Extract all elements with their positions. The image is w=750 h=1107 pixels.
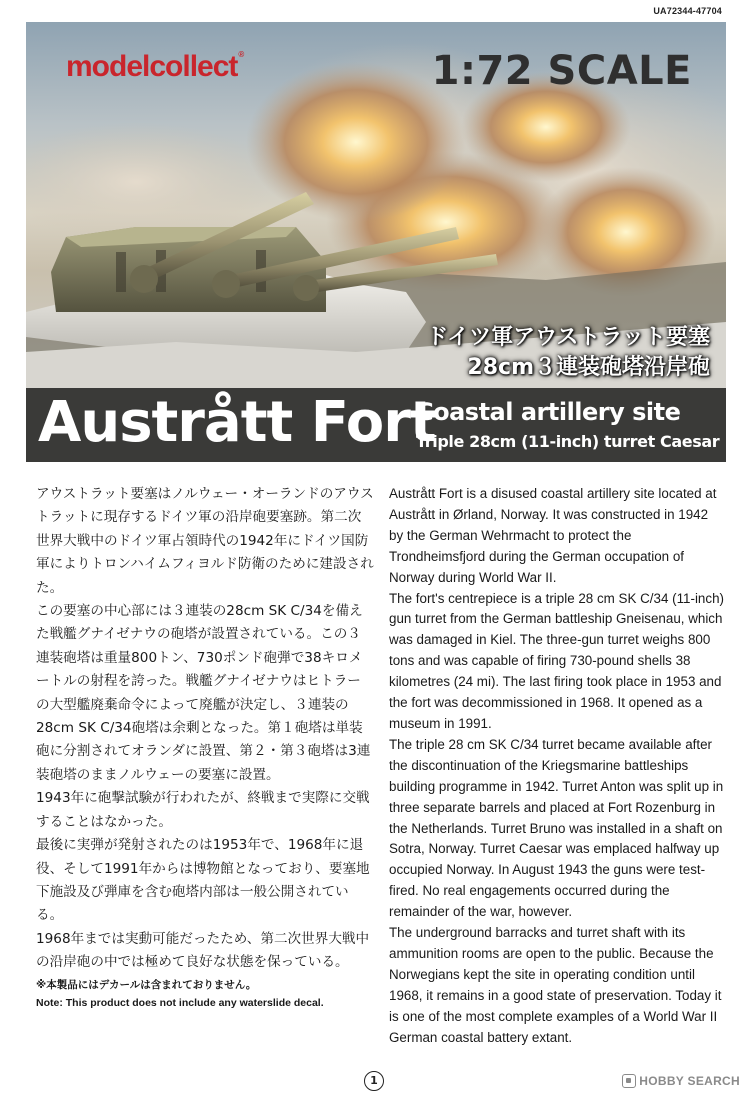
- en-paragraph: The triple 28 cm SK C/34 turret became available after the discontinuation of the Kriegsmarine battleships building programme in 1942. Turret Anton was split up in three separate barrels and placed at Fort Rozenburg in the Netherlands. Turret Bruno was installed in a shaft on Sotra, Norway. Turret Caesar was emplaced halfway up occupied Norway. In August 1943 the guns were test-fired. No real engagements occurred during the remainder of the war, however.: [389, 736, 724, 920]
- en-paragraph: The fort's centrepiece is a triple 28 cm SK C/34 (11-inch) gun turret from the German battleship Gneisenau, which was damaged in Kiel. The three-gun turret weighs 800 tons and was capable of firing 730-pound shells 38 kilometres (24 mi). The last firing took place in 1953 and the fort was decommissioned in 1968. It opened as a museum in 1991.: [389, 590, 724, 731]
- japanese-description: [36, 483, 374, 1011]
- brand-name: modelcollect: [66, 50, 238, 83]
- jp-hero-title-line1: ドイツ軍アウストラット要塞: [426, 325, 710, 350]
- product-code: UA72344-47704: [653, 6, 722, 16]
- jp-hero-title-line2: 28cm３連装砲塔沿岸砲: [467, 355, 710, 380]
- registered-mark: ®: [238, 50, 244, 59]
- brand-logo: [66, 50, 243, 84]
- jp-paragraph: 最後に実弾が発射されたのは1953年で、1968年に退役、そして1991年からは博物館となっており、要塞地下施設及び弾庫を含む砲塔内部は一般公開されている。: [36, 837, 370, 924]
- decal-note-jp: ※本製品にはデカールは含まれておりません。: [36, 978, 257, 991]
- english-description: [389, 484, 725, 1048]
- en-paragraph: Austrått Fort is a disused coastal artillery site located at Austrått in Ørland, Norway. It was constructed in 1942 by the German Wehrmacht to protect the Trondheimsfjord during the German occupation of Norway during World War II.: [389, 486, 717, 585]
- scale-label: 1:72 SCALE: [431, 48, 692, 94]
- watermark-text: HOBBY SEARCH: [639, 1074, 740, 1088]
- jp-paragraph: アウストラット要塞はノルウェー・オーランドのアウストラットに現存するドイツ軍の沿岸砲要塞跡。第二次世界大戦中のドイツ軍占領時代の1942年にドイツ国防軍によりトロンハイムフィヨルド防衛のために建設された。: [36, 486, 374, 596]
- jp-paragraph: 1943年に砲撃試験が行われたが、終戦まで実際に交戦することはなかった。: [36, 790, 370, 830]
- title-band: [26, 388, 726, 462]
- jp-paragraph: この要塞の中心部には３連装の28cm SK C/34を備えた戦艦グナイゼナウの砲塔が設置されている。この３連装砲塔は重量800トン、730ポンド砲弾で38キロメートルの射程を誇った。戦艦グナイゼナウはヒトラーの大型艦廃棄命令によって廃艦が決定し、３連装の28cm SK C/34砲塔は余剰となった。第１砲塔は単装砲に分割されてオランダに設置、第２・第３砲塔は3連装砲塔のままノルウェーの要塞に設置。: [36, 603, 371, 783]
- decal-note-en: Note: This product does not include any waterslide decal.: [36, 996, 324, 1009]
- page-number: 1: [364, 1071, 384, 1091]
- product-subtitle-detail: Triple 28cm (11-inch) turret Caesar: [416, 432, 720, 451]
- product-title: Austrått Fort: [38, 390, 436, 455]
- jp-paragraph: 1968年までは実動可能だったため、第二次世界大戦中の沿岸砲の中では極めて良好な状態を保っている。: [36, 930, 370, 971]
- product-subtitle: Coastal artillery site: [416, 398, 681, 426]
- hobby-search-icon: [622, 1074, 636, 1088]
- watermark: [622, 1074, 740, 1088]
- en-paragraph: The underground barracks and turret shaft with its ammunition rooms are open to the public. Because the Norwegians kept the site in operating condition until 1968, it remains in a good state of preservation. Today it is one of the most complete examples of a World War II German coastal battery extant.: [389, 925, 722, 1045]
